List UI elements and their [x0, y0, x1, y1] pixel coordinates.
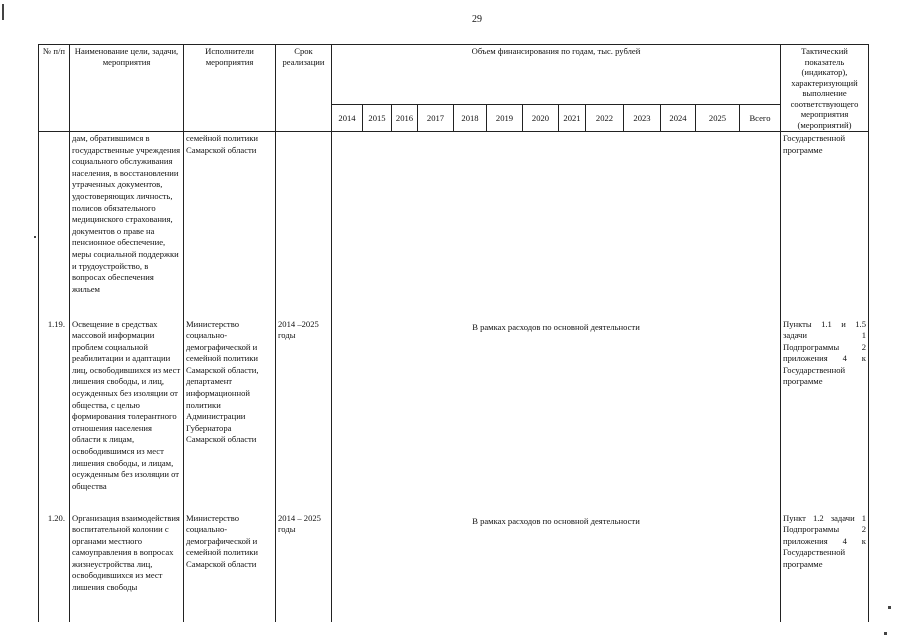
- scan-mark: [884, 632, 887, 635]
- row-executors: Министерство социально-демографической и семейной политики Самарской области, департамент информационной политики Администрации Губернатора Самарской области: [184, 318, 276, 512]
- program-activities-table: [38, 44, 869, 622]
- header-executors: Исполнители мероприятия: [184, 45, 276, 132]
- row-name: дам, обратившимся в государственные учреждения социального обслуживания населения, в восстановлении утраченных документов, удостоверяющих личность, полисов обязательного медицинского страхования, документов о праве на пенсионное обеспечение, меры социальной поддержки и трудоустройство, в вопросах обеспечения жильем: [70, 132, 184, 318]
- header-year: 2018: [454, 104, 487, 131]
- header-year: 2015: [363, 104, 392, 131]
- header-num: № п/п: [39, 45, 70, 132]
- header-term: Срок реализации: [276, 45, 332, 132]
- header-total: Всего: [740, 104, 781, 131]
- header-year: 2022: [586, 104, 624, 131]
- row-name: Освещение в средствах массовой информации проблем социальной реабилитации и адаптации лиц, освободившихся из мест лишения свободы, и лиц, осужденных без изоляции от общества, с целью формирования толерантного отношения населения области к лицам, освободившимся из мест лишения свободы, и лицам, осужденным без изоляции от общества: [70, 318, 184, 512]
- header-name: Наименование цели, задачи, мероприятия: [70, 45, 184, 132]
- row-executors: семейной политики Самарской области: [184, 132, 276, 318]
- row-term: [276, 132, 332, 318]
- row-indicator: Государственной программе: [781, 132, 869, 318]
- scan-mark: [34, 236, 36, 238]
- row-indicator: Пункт 1.2 задачи 1 Подпрограммы 2 приложения 4 к Государственной программе: [781, 512, 869, 622]
- header-year: 2019: [487, 104, 523, 131]
- header-year: 2017: [418, 104, 454, 131]
- row-num: 1.20.: [39, 512, 70, 622]
- header-year: 2021: [559, 104, 586, 131]
- header-year: 2023: [624, 104, 661, 131]
- header-year: 2024: [661, 104, 696, 131]
- row-executors: Министерство социально-демографической и семейной политики Самарской области: [184, 512, 276, 622]
- table-row: [39, 318, 869, 512]
- table-row: [39, 512, 869, 622]
- header-year: 2014: [332, 104, 363, 131]
- row-funding: В рамках расходов по основной деятельности: [332, 318, 781, 512]
- header-indicator: Тактический показатель (индикатор), характеризующий выполнение соответствующего мероприятия (мероприятий): [781, 45, 869, 132]
- table-row: [39, 132, 869, 318]
- row-num: 1.19.: [39, 318, 70, 512]
- row-term: 2014 –2025 годы: [276, 318, 332, 512]
- header-year: 2025: [696, 104, 740, 131]
- header-year: 2020: [523, 104, 559, 131]
- row-num: [39, 132, 70, 318]
- scan-mark: [2, 4, 4, 20]
- page-number: 29: [472, 14, 482, 25]
- row-name: Организация взаимодействия воспитательной колонии с органами местного самоуправления в вопросах жизнеустройства лиц, освободившихся из мест лишения свободы: [70, 512, 184, 622]
- row-indicator: Пункты 1.1 и 1.5 задачи 1 Подпрограммы 2 приложения 4 к Государственной программе: [781, 318, 869, 512]
- row-term: 2014 – 2025 годы: [276, 512, 332, 622]
- header-funding: Объем финансирования по годам, тыс. рублей: [332, 45, 781, 105]
- row-funding: [332, 132, 781, 318]
- row-funding: В рамках расходов по основной деятельности: [332, 512, 781, 622]
- header-year: 2016: [392, 104, 418, 131]
- scan-mark: [888, 606, 891, 609]
